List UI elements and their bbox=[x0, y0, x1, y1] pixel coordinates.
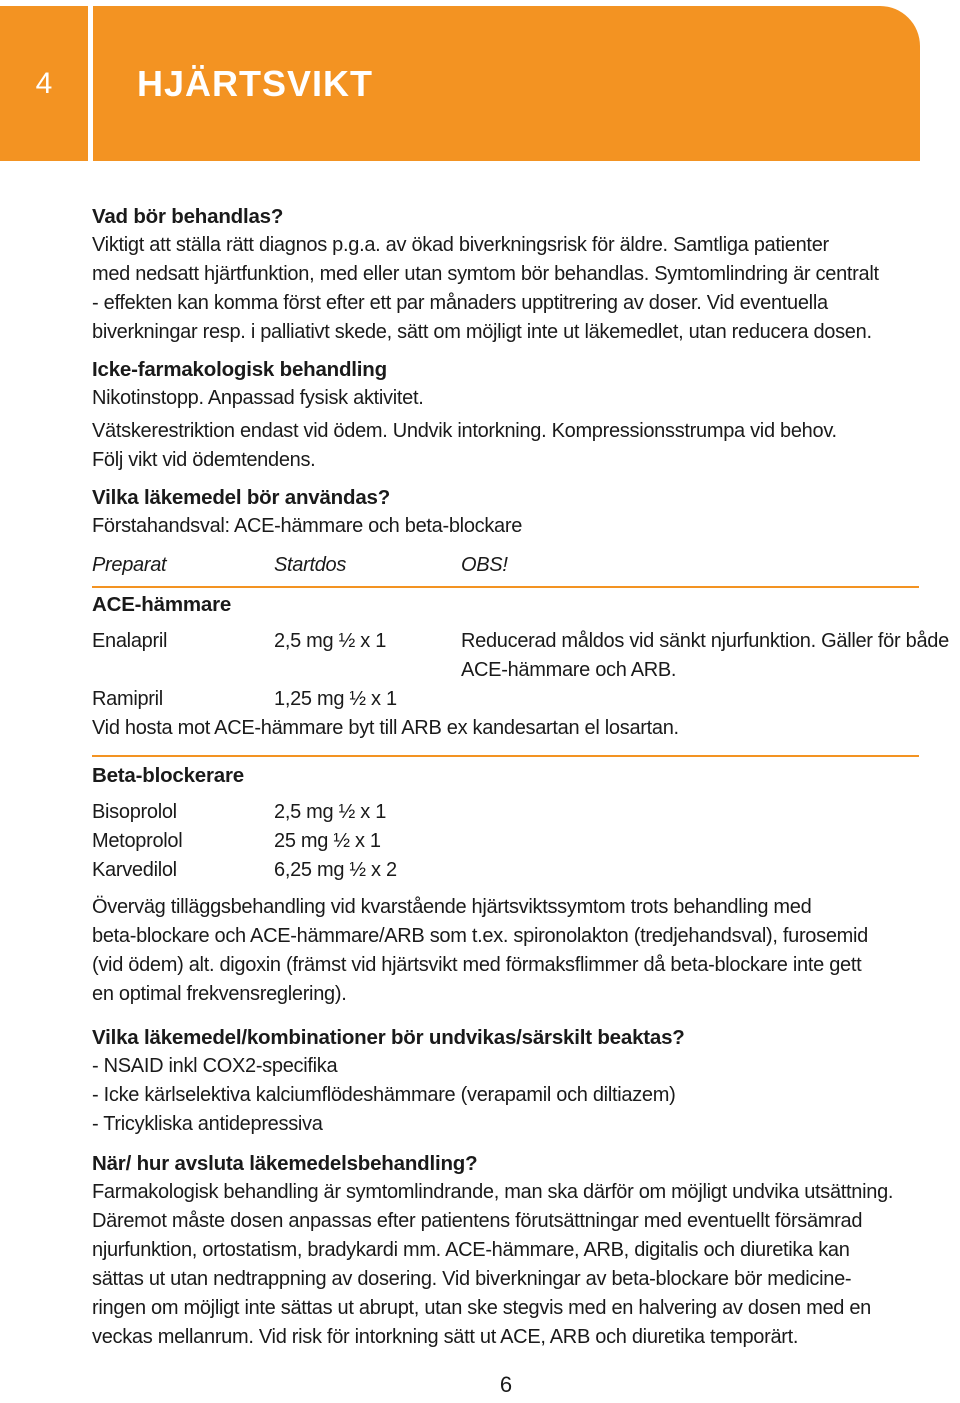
table-row bbox=[92, 856, 952, 885]
drug-name: Bisoprolol bbox=[92, 801, 177, 823]
drug-note: Reducerad måldos vid sänkt njurfunktion. Gäller för både bbox=[461, 630, 949, 652]
drug-dose: 25 mg ½ x 1 bbox=[274, 830, 381, 852]
table-row bbox=[92, 798, 952, 827]
group-heading-beta: Beta-blockerare bbox=[92, 764, 244, 787]
drug-name: Metoprolol bbox=[92, 830, 183, 852]
section-heading-undvikas: Vilka läkemedel/kombinationer bör undvikas/särskilt beaktas? bbox=[92, 1026, 685, 1049]
chapter-title-text: HJÄRTSVIKT bbox=[137, 62, 374, 104]
drug-dose: 2,5 mg ½ x 1 bbox=[274, 801, 387, 823]
paragraph-line: Däremot måste dosen anpassas efter patientens förutsättningar med eventuellt försämrad bbox=[92, 1210, 863, 1232]
table-header bbox=[92, 551, 952, 580]
drug-dose: 2,5 mg ½ x 1 bbox=[274, 630, 387, 652]
page-content bbox=[92, 202, 952, 1352]
paragraph-line: Viktigt att ställa rätt diagnos p.g.a. av ökad biverkningsrisk för äldre. Samtliga patienter bbox=[92, 234, 829, 256]
page-number: 6 bbox=[499, 1372, 513, 1397]
paragraph-line: sättas ut utan nedtrappning av dosering. Vid biverkningar av beta-blockare bör medicine- bbox=[92, 1268, 852, 1290]
paragraph-line: ringen om möjligt inte sättas ut abrupt, utan ske stegvis med en halvering av dosen med en bbox=[92, 1297, 872, 1319]
paragraph-line: njurfunktion, ortostatism, bradykardi mm. ACE-hämmare, ARB, digitalis och diuretika kan bbox=[92, 1239, 850, 1261]
paragraph-line: Överväg tilläggsbehandling vid kvarstående hjärtsviktssymtom trots behandling med bbox=[92, 896, 812, 918]
group-heading-ace: ACE-hämmare bbox=[92, 593, 232, 616]
section-heading-icke-farmakologisk: Icke-farmakologisk behandling bbox=[92, 358, 387, 381]
list-item: - Tricykliska antidepressiva bbox=[92, 1113, 323, 1135]
divider bbox=[92, 586, 919, 588]
paragraph-line: - effekten kan komma först efter ett par månaders upptitrering av doser. Vid eventuella bbox=[92, 292, 828, 314]
paragraph-line: (vid ödem) alt. digoxin (främst vid hjärtsvikt med förmaksflimmer då beta-blockare inte gett bbox=[92, 954, 862, 976]
drug-dose: 1,25 mg ½ x 1 bbox=[274, 688, 397, 710]
paragraph-line: Farmakologisk behandling är symtomlindrande, man ska därför om möjligt undvika utsättning. bbox=[92, 1181, 894, 1203]
chapter-title bbox=[93, 6, 920, 161]
paragraph-line: veckas mellanrum. Vid risk för intorkning sätt ut ACE, ARB och diuretika temporärt. bbox=[92, 1326, 799, 1348]
section-heading-avsluta: När/ hur avsluta läkemedelsbehandling? bbox=[92, 1152, 478, 1175]
paragraph-line: Följ vikt vid ödemtendens. bbox=[92, 449, 316, 471]
list-item: - NSAID inkl COX2-specifika bbox=[92, 1055, 338, 1077]
paragraph-line: med nedsatt hjärtfunktion, med eller utan symtom bör behandlas. Symtomlindring är centralt bbox=[92, 263, 879, 285]
drug-name: Enalapril bbox=[92, 630, 168, 652]
table-row bbox=[92, 685, 952, 714]
paragraph-line: en optimal frekvensreglering). bbox=[92, 983, 347, 1005]
list-item: - Icke kärlselektiva kalciumflödeshämmare (verapamil och diltiazem) bbox=[92, 1084, 676, 1106]
column-header-obs: OBS! bbox=[461, 554, 508, 576]
ace-footnote: Vid hosta mot ACE-hämmare byt till ARB ex kandesartan el losartan. bbox=[92, 717, 679, 739]
drug-dose: 6,25 mg ½ x 2 bbox=[274, 859, 397, 881]
section-heading-lakemedel: Vilka läkemedel bör användas? bbox=[92, 486, 391, 509]
drug-name: Karvedilol bbox=[92, 859, 177, 881]
section-subheading: Förstahandsval: ACE-hämmare och beta-blockare bbox=[92, 515, 523, 537]
column-header-startdos: Startdos bbox=[274, 554, 347, 576]
paragraph-line: biverkningar resp. i palliativt skede, sätt om möjligt inte ut läkemedlet, utan reducera dosen. bbox=[92, 321, 872, 343]
paragraph-line: beta-blockare och ACE-hämmare/ARB som t.ex. spironolakton (tredjehandsval), furosemid bbox=[92, 925, 868, 947]
table-row-continuation bbox=[92, 656, 952, 685]
column-header-preparat: Preparat bbox=[92, 554, 167, 576]
divider bbox=[92, 755, 919, 757]
table-row bbox=[92, 827, 952, 856]
chapter-number: 4 bbox=[0, 6, 88, 161]
section-heading-behandlas: Vad bör behandlas? bbox=[92, 205, 284, 228]
table-row bbox=[92, 627, 952, 656]
drug-note-continuation: ACE-hämmare och ARB. bbox=[461, 659, 677, 681]
drug-name: Ramipril bbox=[92, 688, 163, 710]
paragraph-line: Nikotinstopp. Anpassad fysisk aktivitet. bbox=[92, 387, 424, 409]
paragraph-line: Vätskerestriktion endast vid ödem. Undvik intorkning. Kompressionsstrumpa vid behov. bbox=[92, 420, 837, 442]
